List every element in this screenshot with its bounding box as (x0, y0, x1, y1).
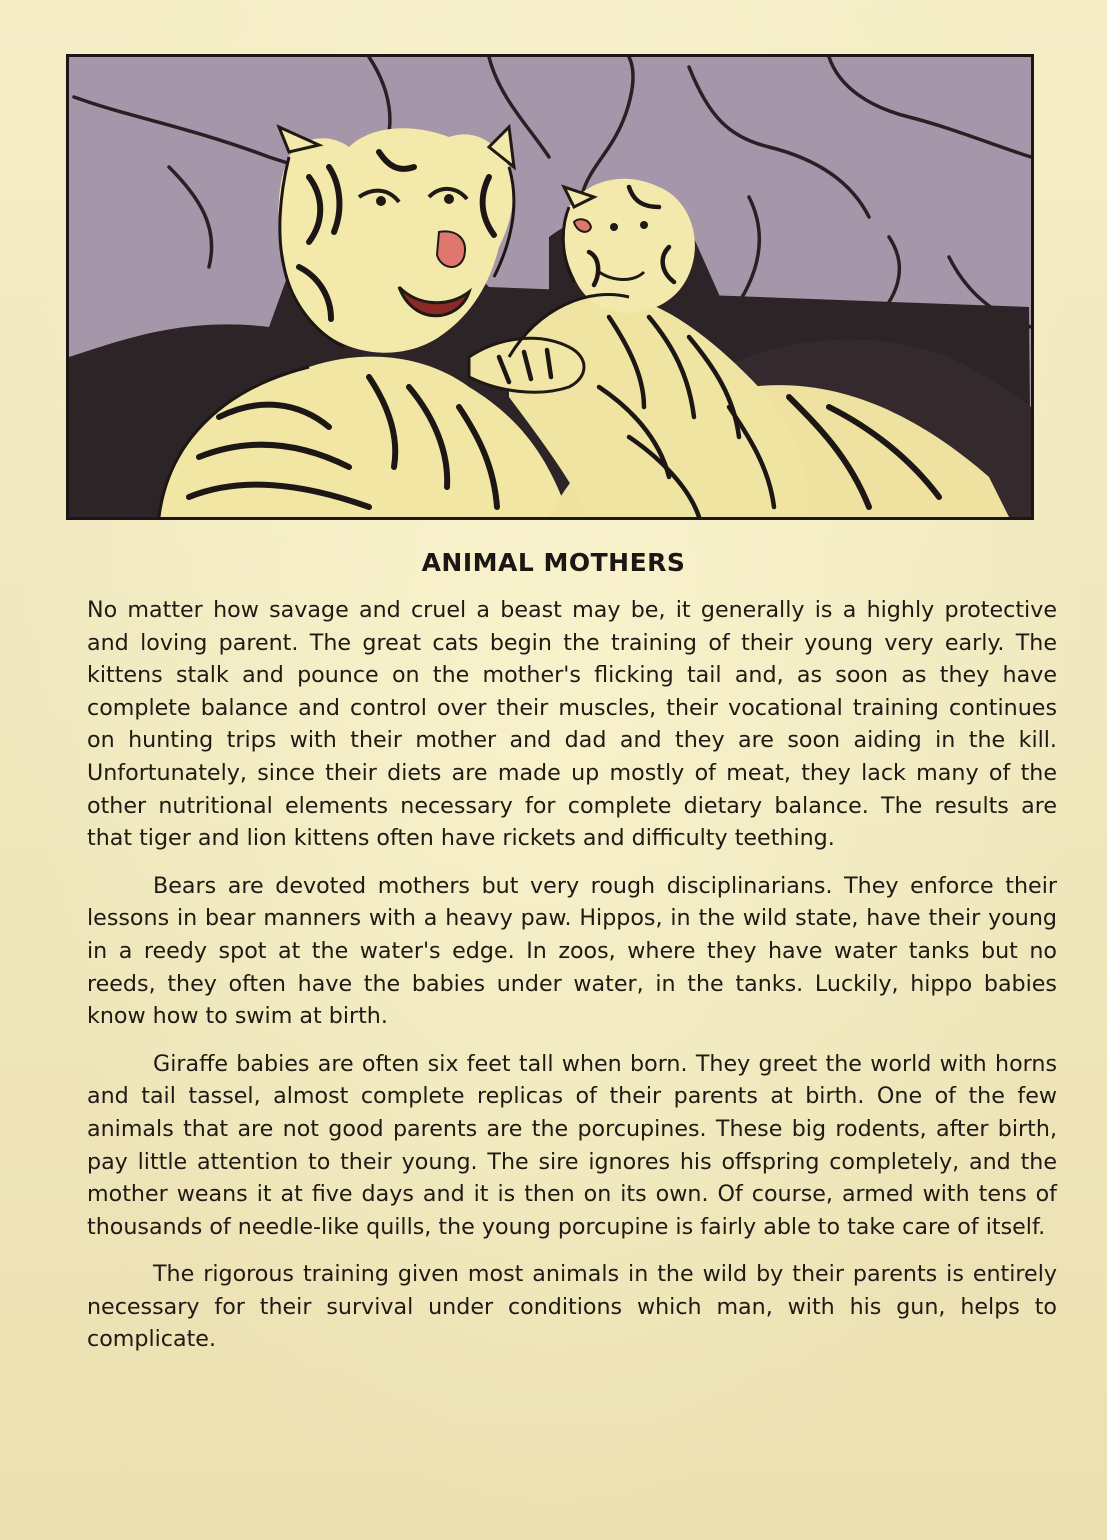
tiger-mother-and-cub-illustration (66, 54, 1034, 520)
tiger-illustration-drawing (69, 57, 1031, 517)
article-paragraph-3: Giraffe babies are often six feet tall when born. They greet the world with horns and tail tassel, almost complete replicas of their parents at birth. One of the few animals that are not good parents are the porcupines. These big rodents, after birth, pay little attention to their young. The sire ignores his offspring completely, and the mother weans it at five days and it is then on its own. Of course, armed with tens of thousands of needle-like quills, the young porcupine is fairly able to take care of itself. (87, 1050, 1057, 1240)
article-paragraph-2: Bears are devoted mothers but very rough disciplinarians. They enforce their lessons in bear manners with a heavy paw. Hippos, in the wild state, have their young in a reedy spot at the water's edge. In zoos, where they have water tanks but no reeds, they often have the babies under water, in the tanks. Luckily, hippo babies know how to swim at birth. (87, 872, 1057, 1030)
article-title: ANIMAL MOTHERS (421, 548, 686, 577)
article-paragraph-4: The rigorous training given most animals in the wild by their parents is entirely necessary for their survival under conditions which man, with his gun, helps to complicate. (87, 1261, 1057, 1353)
article-paragraph-1: No matter how savage and cruel a beast may be, it generally is a highly protective and loving parent. The great cats begin the training of their young very early. The kittens stalk and pounce on the mother's flicking tail and, as soon as they have complete balance and control over their muscles, their vocational training continues on hunting trips with their mother and dad and they are soon aiding in the kill. Unfortunately, since their diets are made up mostly of meat, they lack many of the other nutritional elements necessary for complete dietary balance. The results are that tiger and lion kittens often have rickets and difficulty teething. (87, 597, 1057, 852)
article-body (87, 594, 1057, 1371)
